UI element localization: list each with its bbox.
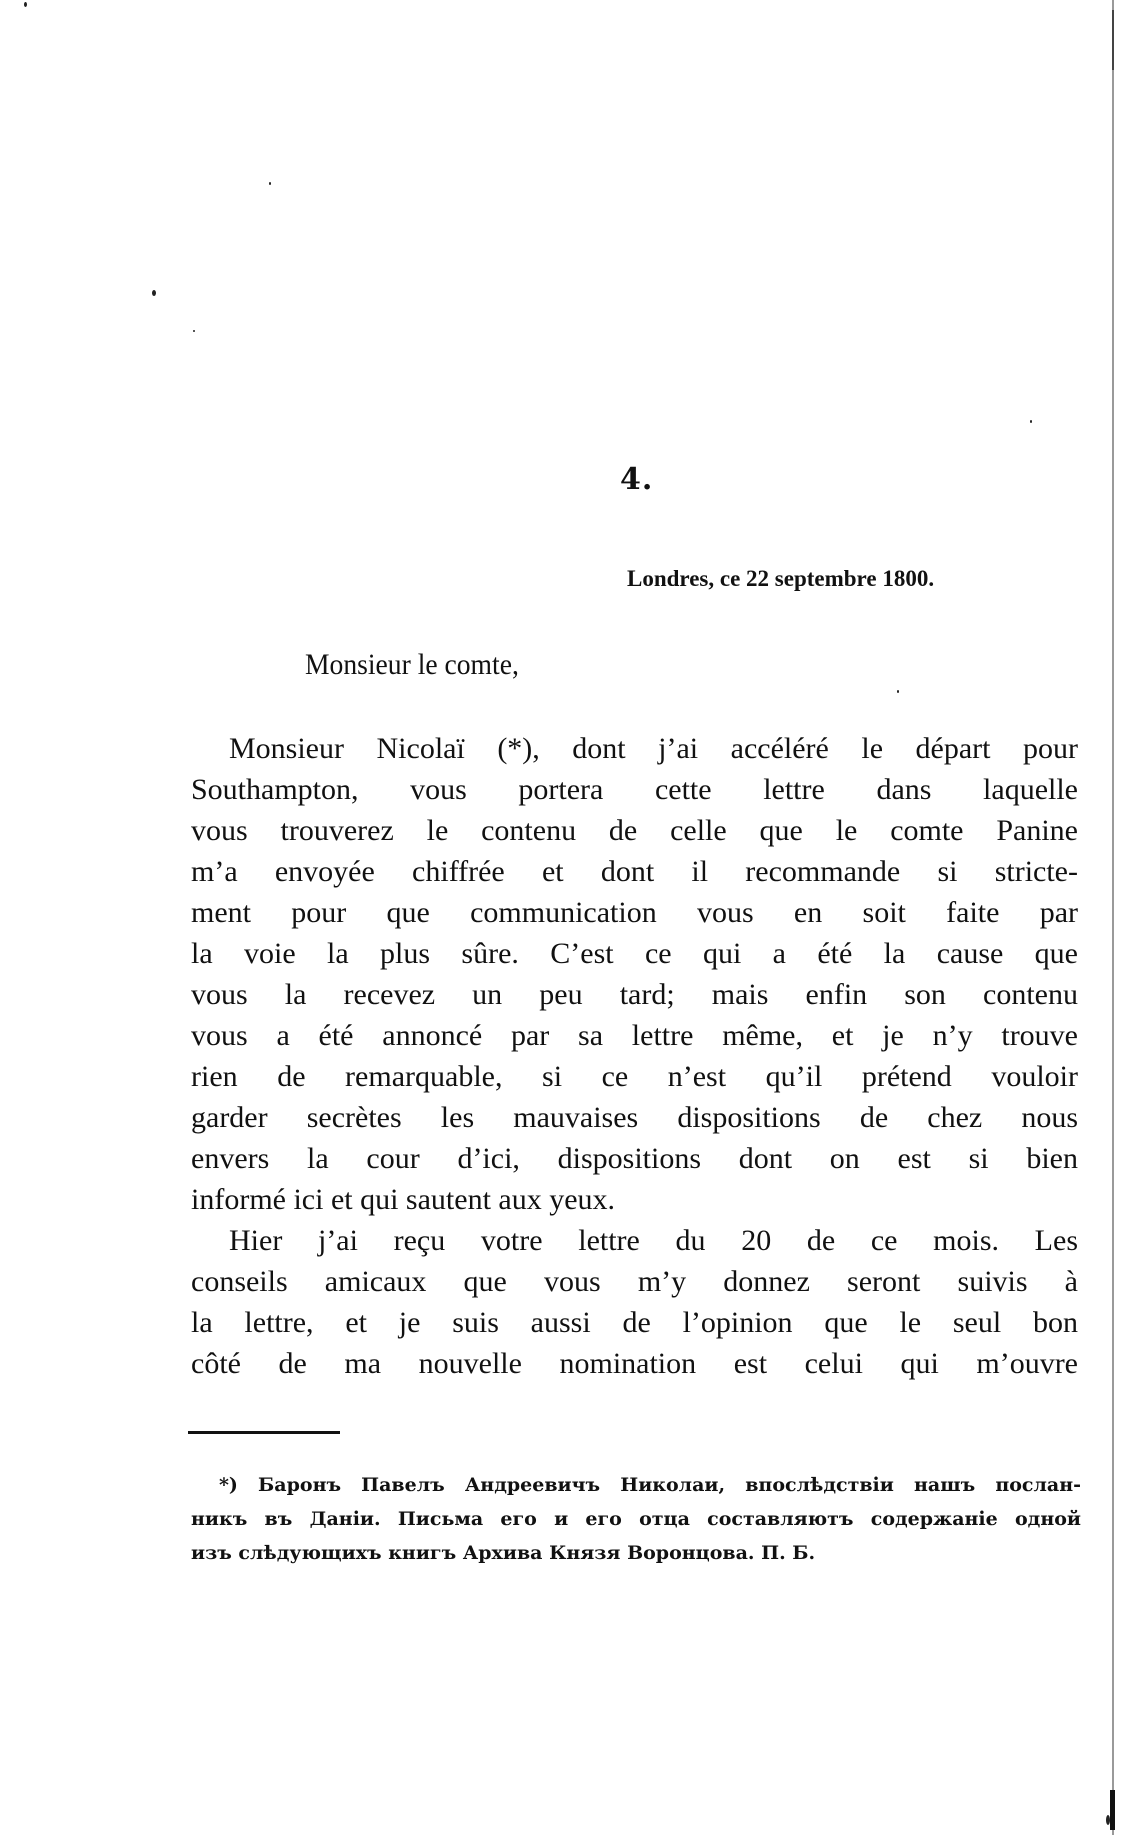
- scan-speck: [24, 2, 27, 7]
- footnote-line: никъ въ Даніи. Письма его и его отца составляютъ содержаніе одной: [191, 1508, 1081, 1530]
- body-line: garder secrètes les mauvaises dispositions de chez nous: [191, 1101, 1078, 1134]
- footnote-line: изъ слѣдующихъ книгъ Архива Князя Воронцова. П. Б.: [191, 1542, 816, 1564]
- page-edge-mark: [1110, 1790, 1115, 1830]
- scan-speck: [152, 290, 156, 296]
- body-line: Hier j’ai reçu votre lettre du 20 de ce mois. Les: [229, 1224, 1078, 1257]
- page-edge-mark: [1112, 10, 1114, 70]
- salutation: Monsieur le comte,: [305, 648, 519, 681]
- body-line: vous la recevez un peu tard; mais enfin son contenu: [191, 978, 1078, 1011]
- letter-body: [191, 728, 1078, 1384]
- body-line: informé ici et qui sautent aux yeux.: [191, 1183, 616, 1216]
- footnote-line: *) Баронъ Павелъ Андреевичъ Николаи, впослѣдствіи нашъ послан-: [219, 1474, 1081, 1496]
- page-edge: [1112, 0, 1114, 1835]
- body-line: Monsieur Nicolaï (*), dont j’ai accéléré le départ pour: [229, 732, 1078, 765]
- body-line: envers la cour d’ici, dispositions dont on est si bien: [191, 1142, 1078, 1175]
- scan-speck: [193, 330, 195, 332]
- body-line: la lettre, et je suis aussi de l’opinion que le seul bon: [191, 1306, 1078, 1339]
- scan-speck: [1106, 1815, 1110, 1825]
- body-line: côté de ma nouvelle nomination est celui qui m’ouvre: [191, 1347, 1078, 1380]
- body-line: vous a été annoncé par sa lettre même, et je n’y trouve: [191, 1019, 1078, 1052]
- body-line: Southampton, vous portera cette lettre dans laquelle: [191, 773, 1078, 806]
- footnote-rule: [188, 1431, 340, 1434]
- footnote: [191, 1468, 1081, 1570]
- scan-speck: [897, 690, 899, 693]
- body-line: rien de remarquable, si ce n’est qu’il prétend vouloir: [191, 1060, 1078, 1093]
- body-line: conseils amicaux que vous m’y donnez seront suivis à: [191, 1265, 1078, 1298]
- body-line: ment pour que communication vous en soit faite par: [191, 896, 1078, 929]
- body-line: m’a envoyée chiffrée et dont il recommande si stricte-: [191, 855, 1078, 888]
- body-line: la voie la plus sûre. C’est ce qui a été la cause que: [191, 937, 1078, 970]
- dateline: Londres, ce 22 septembre 1800.: [627, 566, 935, 591]
- scan-speck: [1030, 420, 1032, 423]
- body-line: vous trouverez le contenu de celle que le comte Panine: [191, 814, 1078, 847]
- scan-speck: [269, 182, 271, 185]
- letter-number: 4.: [620, 462, 654, 497]
